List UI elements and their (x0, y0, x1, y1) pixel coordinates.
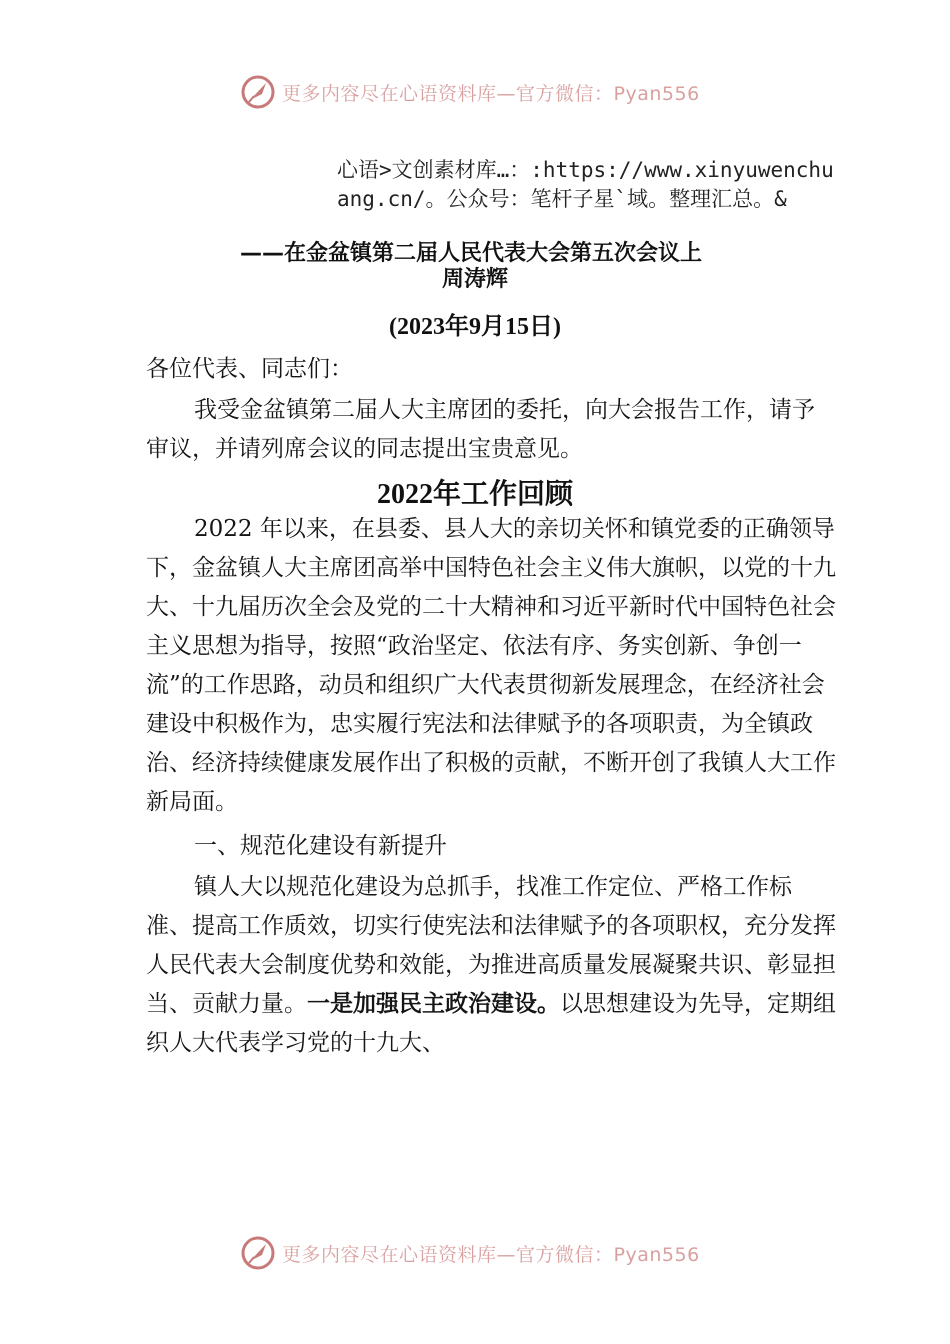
paragraph-2 (146, 868, 836, 1063)
greeting: 各位代表、同志们： (146, 356, 353, 382)
main-paragraph: 2022 年以来，在县委、县人大的亲切关怀和镇党委的正确领导下，金盆镇人大主席团高举中国特色社会主义伟大旗帜，以党的十九大、十九届历次全会及党的二十大精神和习近平新时代中国特色社会主义思想为指导，按照“政治坚定、依法有序、务实创新、争创一流”的工作思路，动员和组织广大代表贯彻新发展理念，在经济社会建设中积极作为，忠实履行宪法和法律赋予的各项职责，为全镇政治、经济持续健康发展作出了积极的贡献，不断开创了我镇人大工作新局面。 (146, 516, 836, 815)
watermark-banner-bottom (240, 1233, 700, 1273)
subheading-1: 一、规范化建设有新提升 (194, 833, 447, 859)
report-author: 周涛辉 (441, 267, 508, 292)
intro-paragraph: 我受金盆镇第二届人大主席团的委托，向大会报告工作，请予审议，并请列席会议的同志提出宝贵意见。 (146, 397, 815, 462)
paragraph-2-bold: 一是加强民主政治建设。 (307, 991, 560, 1017)
watermark-text: 更多内容尽在心语资料库—官方微信：Pyan556 (282, 1243, 700, 1266)
quill-pen-circle-icon (240, 74, 276, 110)
watermark-text: 更多内容尽在心语资料库—官方微信：Pyan556 (282, 82, 700, 105)
report-date: (2023年9月15日) (389, 314, 561, 340)
paragraph-2-text: 镇人大以规范化建设为总抓手，找准工作定位、严格工作标准、提高工作质效，切实行使宪法和法律赋予的各项职权，充分发挥人民代表大会制度优势和效能，为推进高质量发展凝聚共识、彰显担当、贡献力量。 (146, 874, 836, 1017)
paragraph-2-continued: 以思想建设为先导，定期组织人大代表学习党的十九大、 (146, 991, 836, 1056)
watermark-banner-top (240, 72, 700, 112)
quill-pen-circle-icon (240, 1235, 276, 1271)
section-heading: 2022年工作回顾 (376, 479, 573, 510)
source-note: 心语>文创素材库…：:https://www.xinyuwenchuang.cn/。公众号：笔杆子星`域。整理汇总。& (337, 158, 834, 211)
report-title-line1: ——在金盆镇第二届人民代表大会第五次会议上 (239, 241, 702, 266)
